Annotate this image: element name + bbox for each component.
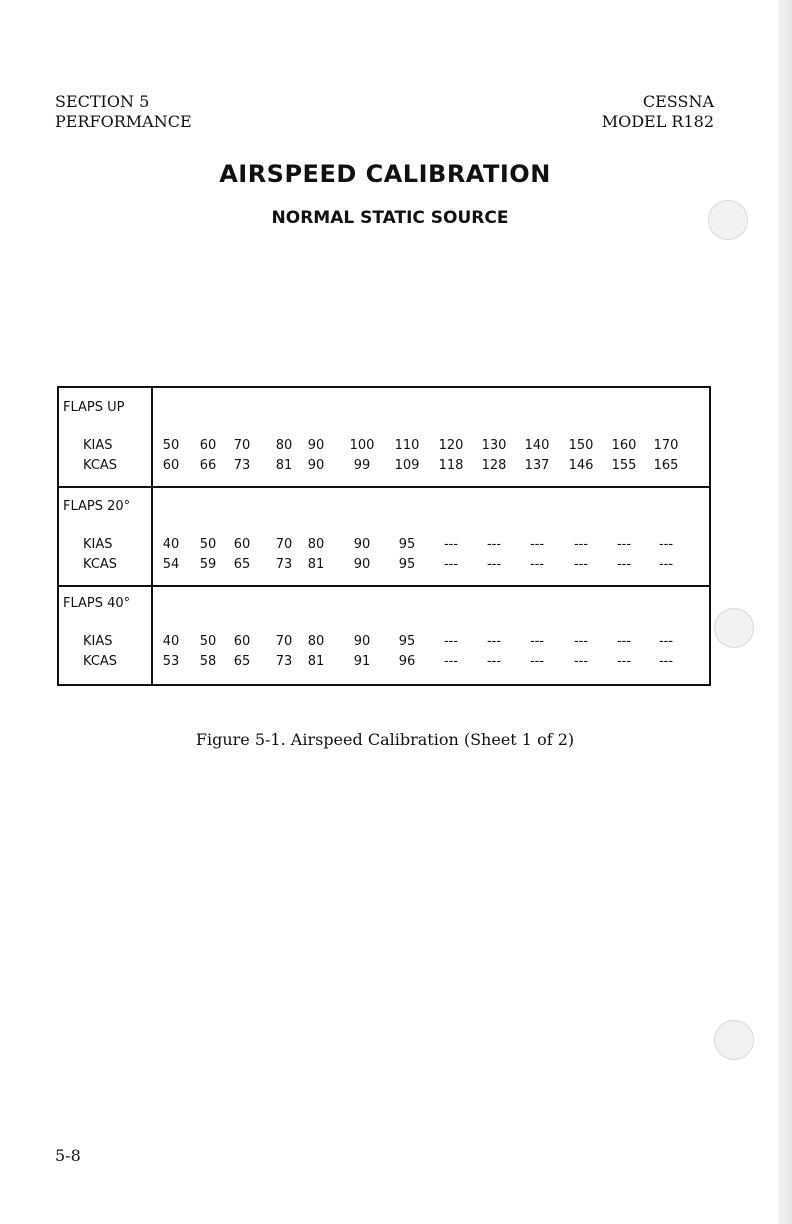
table-cell: --- (658, 537, 674, 552)
model-name: MODEL R182 (601, 112, 714, 131)
header-left (55, 92, 192, 132)
table-cell: --- (658, 634, 674, 649)
table-cell: 73 (233, 458, 251, 473)
table-cell: 60 (233, 634, 251, 649)
table-cell: 99 (353, 458, 371, 473)
table-cell: 170 (653, 438, 679, 453)
table-cell: 40 (162, 634, 180, 649)
table-cell: 110 (394, 438, 420, 453)
table-cell: 59 (199, 557, 217, 572)
table-cell: --- (573, 634, 589, 649)
table-cell: --- (443, 654, 459, 669)
table-cell: 90 (307, 438, 325, 453)
table-cell: 50 (199, 537, 217, 552)
table-cell: --- (529, 537, 545, 552)
table-cell: --- (529, 654, 545, 669)
table-cell: --- (529, 557, 545, 572)
table-cell: 53 (162, 654, 180, 669)
table-cell: 58 (199, 654, 217, 669)
table-cell: 40 (162, 537, 180, 552)
figure-caption: Figure 5-1. Airspeed Calibration (Sheet 1 of 2) (195, 730, 575, 749)
flaps-setting-label: FLAPS UP (63, 400, 125, 415)
table-cell: --- (616, 557, 632, 572)
table-cell: 60 (233, 537, 251, 552)
table-cell: 130 (481, 438, 507, 453)
table-cell: 100 (349, 438, 375, 453)
table-cell: 146 (568, 458, 594, 473)
table-cell: --- (616, 654, 632, 669)
table-cell: 128 (481, 458, 507, 473)
binder-hole-middle (714, 608, 754, 648)
table-cell: 150 (568, 438, 594, 453)
table-cell: 65 (233, 557, 251, 572)
row-label: KCAS (83, 458, 118, 473)
row-label: KIAS (83, 438, 113, 453)
table-cell: 140 (524, 438, 550, 453)
table-cell: --- (573, 654, 589, 669)
table-cell: 54 (162, 557, 180, 572)
table-cell: 90 (353, 634, 371, 649)
table-cell: 118 (438, 458, 464, 473)
section-divider (59, 585, 709, 587)
row-label: KIAS (83, 537, 113, 552)
row-label: KCAS (83, 557, 118, 572)
table-cell: 91 (353, 654, 371, 669)
table-cell: 90 (307, 458, 325, 473)
table-cell: 95 (398, 557, 416, 572)
table-cell: 70 (233, 438, 251, 453)
table-cell: --- (486, 634, 502, 649)
table-cell: 96 (398, 654, 416, 669)
table-cell: 80 (275, 438, 293, 453)
page-title: AIRSPEED CALIBRATION (219, 160, 551, 188)
table-cell: 160 (611, 438, 637, 453)
section-divider (59, 486, 709, 488)
table-cell: 65 (233, 654, 251, 669)
binder-hole-bottom (714, 1020, 754, 1060)
table-cell: 81 (275, 458, 293, 473)
table-cell: 109 (394, 458, 420, 473)
page-edge-shadow (778, 0, 792, 1224)
table-cell: --- (529, 634, 545, 649)
table-cell: 50 (199, 634, 217, 649)
table-cell: --- (573, 557, 589, 572)
table-cell: 90 (353, 557, 371, 572)
flaps-setting-label: FLAPS 20° (63, 499, 131, 514)
table-cell: 66 (199, 458, 217, 473)
table-cell: --- (443, 634, 459, 649)
header-right (602, 92, 714, 132)
table-cell: 81 (307, 557, 325, 572)
table-cell: --- (486, 537, 502, 552)
manufacturer: CESSNA (642, 92, 714, 111)
page-subtitle: NORMAL STATIC SOURCE (271, 208, 509, 228)
table-cell: 80 (307, 537, 325, 552)
table-cell: --- (443, 557, 459, 572)
table-cell: 70 (275, 537, 293, 552)
table-cell: 95 (398, 537, 416, 552)
section-name: PERFORMANCE (55, 112, 192, 131)
table-cell: 50 (162, 438, 180, 453)
table-cell: --- (658, 654, 674, 669)
table-cell: 155 (611, 458, 637, 473)
table-cell: 165 (653, 458, 679, 473)
row-label: KCAS (83, 654, 118, 669)
flaps-setting-label: FLAPS 40° (63, 596, 131, 611)
table-cell: 90 (353, 537, 371, 552)
table-cell: 70 (275, 634, 293, 649)
table-cell: 95 (398, 634, 416, 649)
table-cell: --- (616, 634, 632, 649)
table-cell: 81 (307, 654, 325, 669)
calibration-table (57, 386, 711, 686)
table-cell: --- (486, 557, 502, 572)
table-cell: --- (616, 537, 632, 552)
table-cell: 120 (438, 438, 464, 453)
page-number: 5-8 (55, 1146, 81, 1165)
section-label: SECTION 5 (55, 92, 150, 111)
table-cell: 60 (199, 438, 217, 453)
table-cell: 73 (275, 654, 293, 669)
table-cell: 60 (162, 458, 180, 473)
table-cell: --- (443, 537, 459, 552)
table-cell: 80 (307, 634, 325, 649)
table-cell: --- (573, 537, 589, 552)
table-cell: --- (658, 557, 674, 572)
table-cell: --- (486, 654, 502, 669)
table-cell: 137 (524, 458, 550, 473)
table-cell: 73 (275, 557, 293, 572)
row-label: KIAS (83, 634, 113, 649)
